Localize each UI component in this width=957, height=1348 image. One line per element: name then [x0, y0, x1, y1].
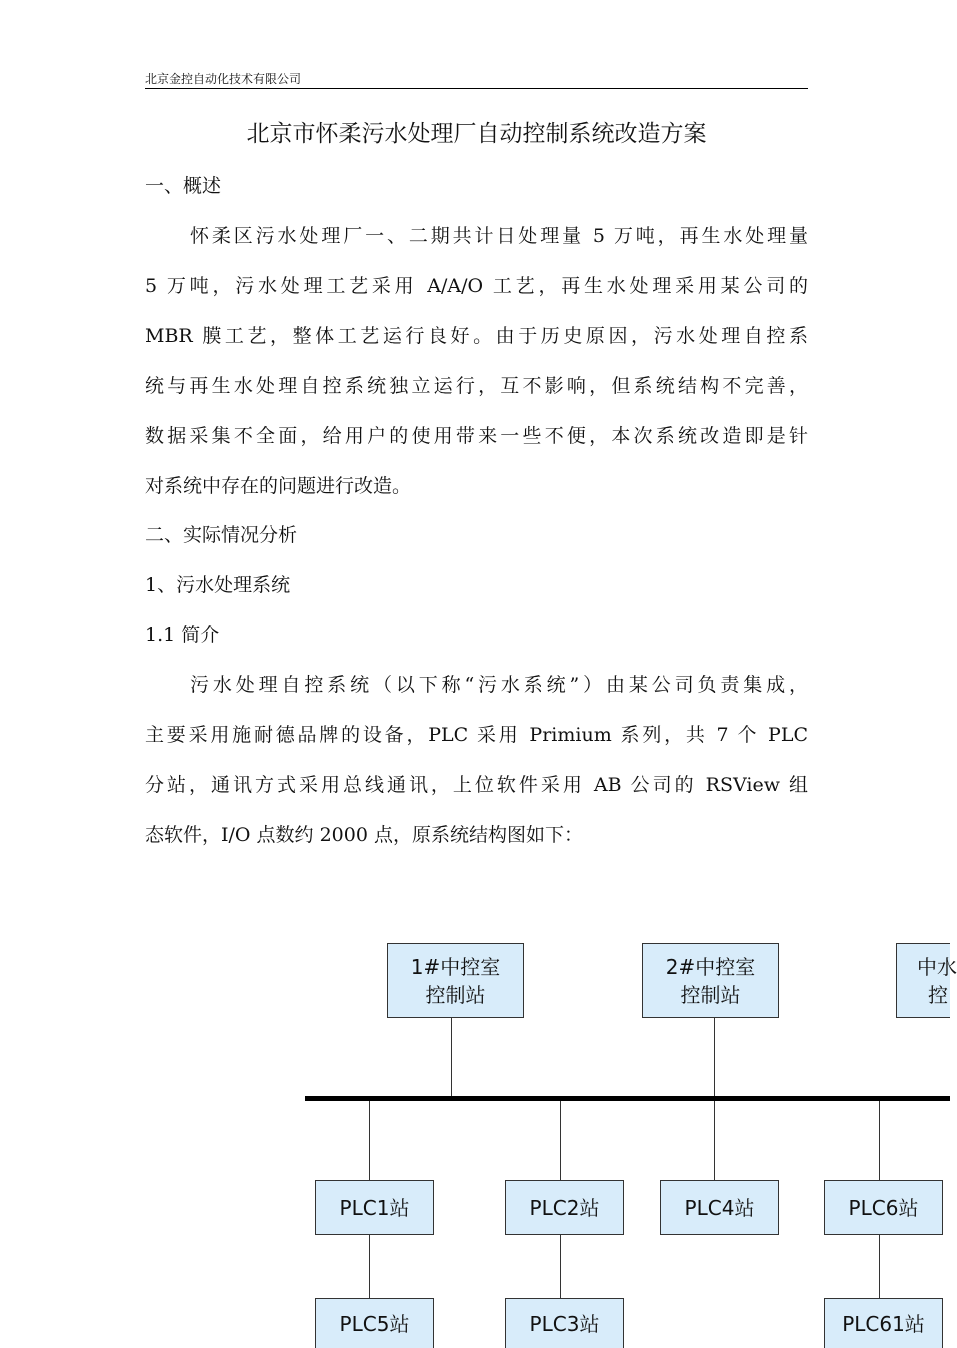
paragraph-line: 态软件，I/O 点数约 2000 点，原系统结构图如下：: [145, 824, 583, 846]
connector-line: [560, 1235, 561, 1298]
box-label: 控: [928, 982, 948, 1007]
subsection-heading: 1.1 简介: [145, 624, 220, 646]
box-label: PLC5站: [339, 1311, 410, 1336]
plc-station-box: [315, 1298, 434, 1348]
box-label: 1#中控室: [410, 954, 501, 979]
paragraph-line: 怀柔区污水处理厂一、二期共计日处理量 5 万吨，再生水处理量: [190, 225, 808, 247]
connector-line: [879, 1101, 880, 1180]
paragraph-line: 对系统中存在的问题进行改造。: [145, 475, 412, 497]
connector-line: [879, 1235, 880, 1298]
box-label: 控制站: [680, 982, 741, 1007]
document-title: 北京市怀柔污水处理厂自动控制系统改造方案: [246, 121, 707, 147]
paragraph-line: 污水处理自控系统（以下称“污水系统”）由某公司负责集成，: [190, 674, 808, 696]
plc-station-box: [824, 1298, 943, 1348]
plc-station-box: [505, 1180, 624, 1235]
connector-line: [451, 1018, 452, 1098]
connector-line: [714, 1101, 715, 1180]
connector-line: [560, 1101, 561, 1180]
control-station-box: [896, 943, 957, 1018]
connector-line: [369, 1101, 370, 1180]
box-label: PLC4站: [684, 1195, 755, 1220]
plc-station-box: [505, 1298, 624, 1348]
subsection-heading: 1、污水处理系统: [145, 574, 291, 596]
plc-station-box: [315, 1180, 434, 1235]
paragraph-line: MBR 膜工艺，整体工艺运行良好。由于历史原因，污水处理自控系: [145, 325, 808, 347]
plc-station-box: [660, 1180, 779, 1235]
section-heading-analysis: 二、实际情况分析: [145, 524, 298, 546]
plc-station-box: [824, 1180, 943, 1235]
section-heading-overview: 一、概述: [145, 175, 222, 197]
connector-line: [714, 1018, 715, 1098]
fieldbus-line: [305, 1096, 950, 1101]
page-header: [145, 72, 808, 89]
paragraph-line: 统与再生水处理自控系统独立运行，互不影响，但系统结构不完善，: [145, 375, 808, 397]
paragraph-line: 5 万吨，污水处理工艺采用 A/A/O 工艺，再生水处理采用某公司的: [145, 275, 808, 297]
box-label: PLC61站: [842, 1311, 925, 1336]
box-label: PLC2站: [529, 1195, 600, 1220]
paragraph-line: 分站，通讯方式采用总线通讯，上位软件采用 AB 公司的 RSView 组: [145, 774, 808, 796]
box-label: PLC1站: [339, 1195, 410, 1220]
control-station-box: [642, 943, 779, 1018]
box-label: 中水: [917, 954, 957, 979]
box-label: 控制站: [425, 982, 486, 1007]
paragraph-line: 数据采集不全面，给用户的使用带来一些不便，本次系统改造即是针: [145, 425, 808, 447]
company-name: 北京金控自动化技术有限公司: [145, 72, 302, 86]
box-label: PLC3站: [529, 1311, 600, 1336]
box-label: PLC6站: [848, 1195, 919, 1220]
box-label: 2#中控室: [665, 954, 756, 979]
control-station-box: [387, 943, 524, 1018]
connector-line: [369, 1235, 370, 1298]
paragraph-line: 主要采用施耐德品牌的设备，PLC 采用 Primium 系列，共 7 个 PLC: [145, 724, 808, 746]
